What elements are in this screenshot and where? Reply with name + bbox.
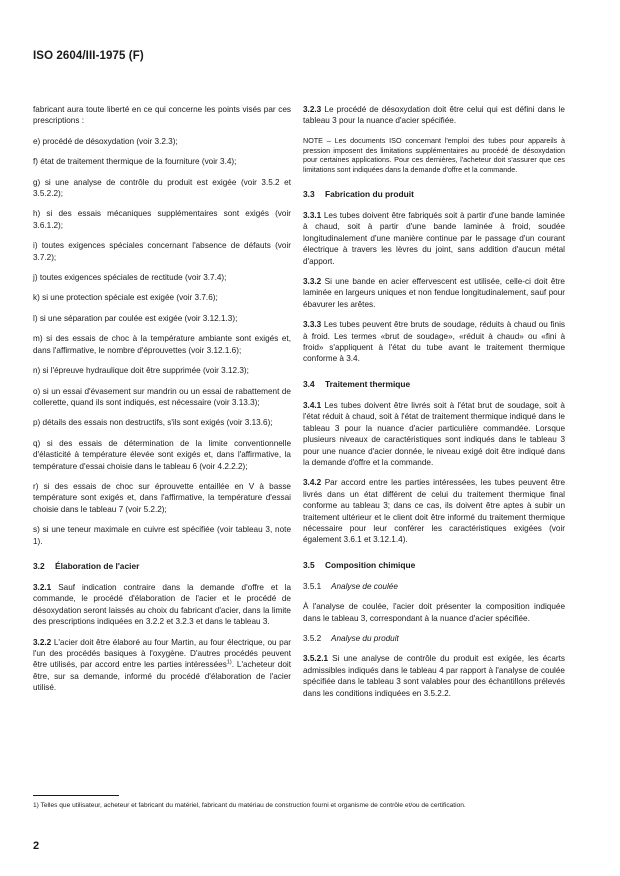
note-paragraph: NOTE – Les documents ISO concernant l'emploi des tubes pour appareils à pression imposent des limitations supplémentaires au procédé de désoxydation pour certaines applications. Pour ces dernières, l'acheteur doit s'assurer que ces limitations sont indiquées dans la demande d'offre et la commande. — [303, 135, 565, 175]
footnote: 1) Telles que utilisateur, acheteur et fabricant du matériel, fabricant du matériau de construction fourni et organisme de contrôle et/ou de certification. — [33, 802, 466, 809]
list-item: l) si une séparation par coulée est exigée (voir 3.12.1.3); — [33, 313, 238, 323]
clause-paragraph: 3.5.2.1 Si une analyse de contrôle du produit est exigée, les écarts admissibles indiqués dans le tableau 4 par rapport à l'analyse de coulée spécifiée dans le tableau 3 sont valables pour des échantillons prélevés dans les conditions indiquées en 3.5.2.2. — [303, 654, 565, 698]
footnote-rule — [33, 795, 119, 796]
intro-paragraph: fabricant aura toute liberté en ce qui concerne les points visés par ces prescriptions : — [33, 105, 291, 126]
list-item: q) si des essais de détermination de la limite conventionnelle d'élasticité à température élevée sont exigés et, dans l'affirmative, la température d'essai choisie dans le tableau 6 (voir 4.2.2.2); — [33, 438, 291, 471]
right-column — [303, 104, 565, 708]
subsection-heading: 3.5.2 Analyse du produit — [303, 633, 399, 643]
footnote-marker: 1) — [226, 659, 232, 666]
section-heading: 3.4 Traitement thermique — [303, 378, 411, 389]
page-number: 2 — [33, 840, 40, 852]
clause-paragraph: 3.2.2 L'acier doit être élaboré au four Martin, au four électrique, ou par l'un des procédés basiques à l'oxygène. D'autres procédés peuvent être utilisés, par accord entre les parties intéressées$^{1)}$. L'acheteur doit être, sur sa demande, informé du procédé d'élaboration de l'acier utilisé. — [33, 637, 291, 693]
list-item: f) état de traitement thermique de la fourniture (voir 3.4); — [33, 157, 237, 167]
list-item: g) si une analyse de contrôle du produit est exigée (voir 3.5.2 et 3.5.2.2); — [33, 177, 291, 199]
clause-paragraph: 3.3.3 Les tubes peuvent être bruts de soudage, réduits à chaud ou finis à froid. Les termes «brut de soudage», «réduit à chaud» ou «fini à froid» s'appliquent à l'état du tube avant le traitement thermique conforme à 3.4. — [303, 320, 565, 364]
list-item: h) si des essais mécaniques supplémentaires sont exigés (voir 3.6.1.2); — [33, 209, 291, 230]
list-item: j) toutes exigences spéciales de rectitude (voir 3.7.4); — [33, 273, 227, 283]
document-header: ISO 2604/III-1975 (F) — [33, 50, 144, 62]
list-item: o) si un essai d'évasement sur mandrin ou un essai de rabattement de collerette, quand ils sont indiqués, est nécessaire (voir 3.13.3); — [33, 386, 291, 407]
clause-paragraph: 3.3.2 Si une bande en acier effervescent est utilisée, celle-ci doit être laminée en largeurs uniques et non fendue longitudinalement, sauf pour ébavurer les arêtes. — [303, 277, 565, 309]
list-item: e) procédé de désoxydation (voir 3.2.3); — [33, 136, 178, 146]
subsection-heading: 3.5.1 Analyse de coulée — [303, 581, 398, 591]
clause-paragraph: 3.4.1 Les tubes doivent être livrés soit à l'état brut de soudage, soit à l'état réduit à chaud, soit à l'état de traitement thermique indiqué dans le tableau 3 pour la nuance d'acier particulière commandée. Lorsque plusieurs niveaux de caractéristiques sont indiqués dans le tableau 3 pour une nuance d'acier donnée, le niveau exigé doit être indiqué dans la demande d'offre et la commande. — [303, 400, 565, 467]
section-heading: 3.2 Élaboration de l'acier — [33, 560, 140, 571]
clause-paragraph: 3.2.1 Sauf indication contraire dans la demande d'offre et la commande, le procédé d'élaboration de l'acier et le procédé de désoxydation seront laissés au choix du fabricant d'acier, dans la limite des prescriptions indiquées en 3.2.2 et 3.2.3 et dans le tableau 3. — [33, 582, 291, 627]
list-item: s) si une teneur maximale en cuivre est spécifiée (voir tableau 3, note 1). — [33, 525, 291, 546]
section-heading: 3.5 Composition chimique — [303, 559, 416, 570]
list-item: r) si des essais de choc sur éprouvette entaillée en V à basse température sont exigés et, dans l'affirmative, la température d'essai choisie dans le tableau 7 (voir 5.2.2); — [33, 481, 291, 514]
clause-paragraph: 3.3.1 Les tubes doivent être fabriqués soit à partir d'une bande laminée à chaud, soit à partir d'une bande laminée à froid, soudée longitudinalement d'une manière continue par le passage d'un courant électrique à travers les lèvres du joint, sans addition d'aucun métal d'apport. — [303, 211, 565, 266]
list-item: m) si des essais de choc à la température ambiante sont exigés et, dans l'affirmative, le nombre d'éprouvettes (voir 3.12.1.6); — [33, 334, 291, 355]
section-heading: 3.3 Fabrication du produit — [303, 189, 414, 199]
list-item: i) toutes exigences spéciales concernant l'absence de défauts (voir 3.7.2); — [33, 241, 291, 262]
left-column — [33, 104, 291, 703]
clause-paragraph: 3.4.2 Par accord entre les parties intéressées, les tubes peuvent être livrés dans un état différent de celui du traitement thermique final conforme au tableau 3; dans ce cas, ils doivent être aptes à subir un traitement ultérieur et le client doit être informé du traitement thermique nécessaire pour leur conférer les caractéristiques exigées (voir également 3.6.1 et 3.12.1.4). — [303, 478, 566, 545]
list-item: p) détails des essais non destructifs, s'ils sont exigés (voir 3.13.6); — [33, 418, 273, 428]
list-item: n) si l'épreuve hydraulique doit être supprimée (voir 3.12.3); — [33, 366, 249, 376]
clause-paragraph: À l'analyse de coulée, l'acier doit présenter la composition indiquée dans le tableau 3, correspondant à la nuance d'acier spécifiée. — [303, 602, 565, 623]
clause-paragraph: 3.2.3 Le procédé de désoxydation doit être celui qui est défini dans le tableau 3 pour la nuance d'acier spécifiée. — [303, 105, 565, 126]
list-item: k) si une protection spéciale est exigée (voir 3.7.6); — [33, 293, 218, 303]
